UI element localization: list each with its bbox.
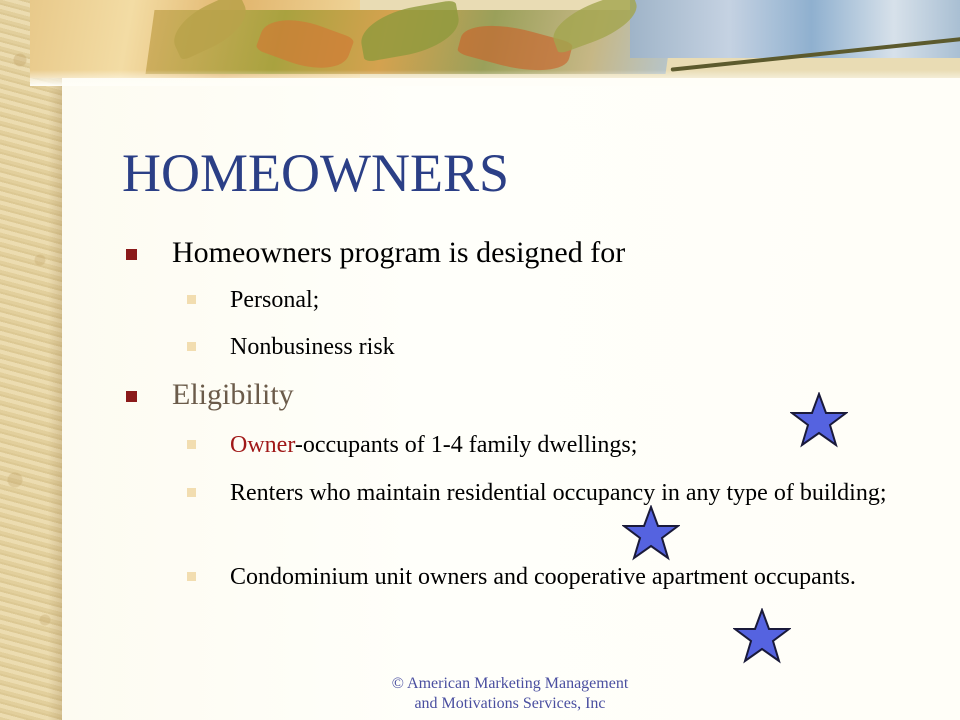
square-bullet-icon <box>126 391 137 402</box>
square-bullet-icon <box>187 440 196 449</box>
highlight-word: Owner <box>230 432 295 458</box>
top-leaf-banner <box>30 0 960 86</box>
slide-edge-shadow <box>48 78 62 720</box>
footer-copyright <box>340 674 680 714</box>
square-bullet-icon <box>187 572 196 581</box>
footer-line: and Motivations Services, Inc <box>414 695 606 712</box>
star-icon <box>622 505 680 563</box>
sub-bullet-text: Personal; <box>230 287 320 313</box>
square-bullet-icon <box>187 488 196 497</box>
footer-line: © American Marketing Management <box>391 675 629 692</box>
square-bullet-icon <box>126 249 137 260</box>
slide-title: HOMEOWNERS <box>122 143 509 203</box>
bullet-text: Eligibility <box>172 378 294 411</box>
star-icon <box>790 392 848 450</box>
bullet-text: Homeowners program is designed for <box>172 236 626 269</box>
sub-bullet-text: Renters who maintain residential occupancy in any type of building; <box>230 480 887 506</box>
square-bullet-icon <box>187 295 196 304</box>
star-icon <box>733 608 791 666</box>
sub-bullet-text: Nonbusiness risk <box>230 334 395 360</box>
square-bullet-icon <box>187 342 196 351</box>
sub-bullet-text: Condominium unit owners and cooperative apartment occupants. <box>230 564 856 590</box>
sub-bullet-rest: -occupants of 1-4 family dwellings; <box>294 432 638 458</box>
